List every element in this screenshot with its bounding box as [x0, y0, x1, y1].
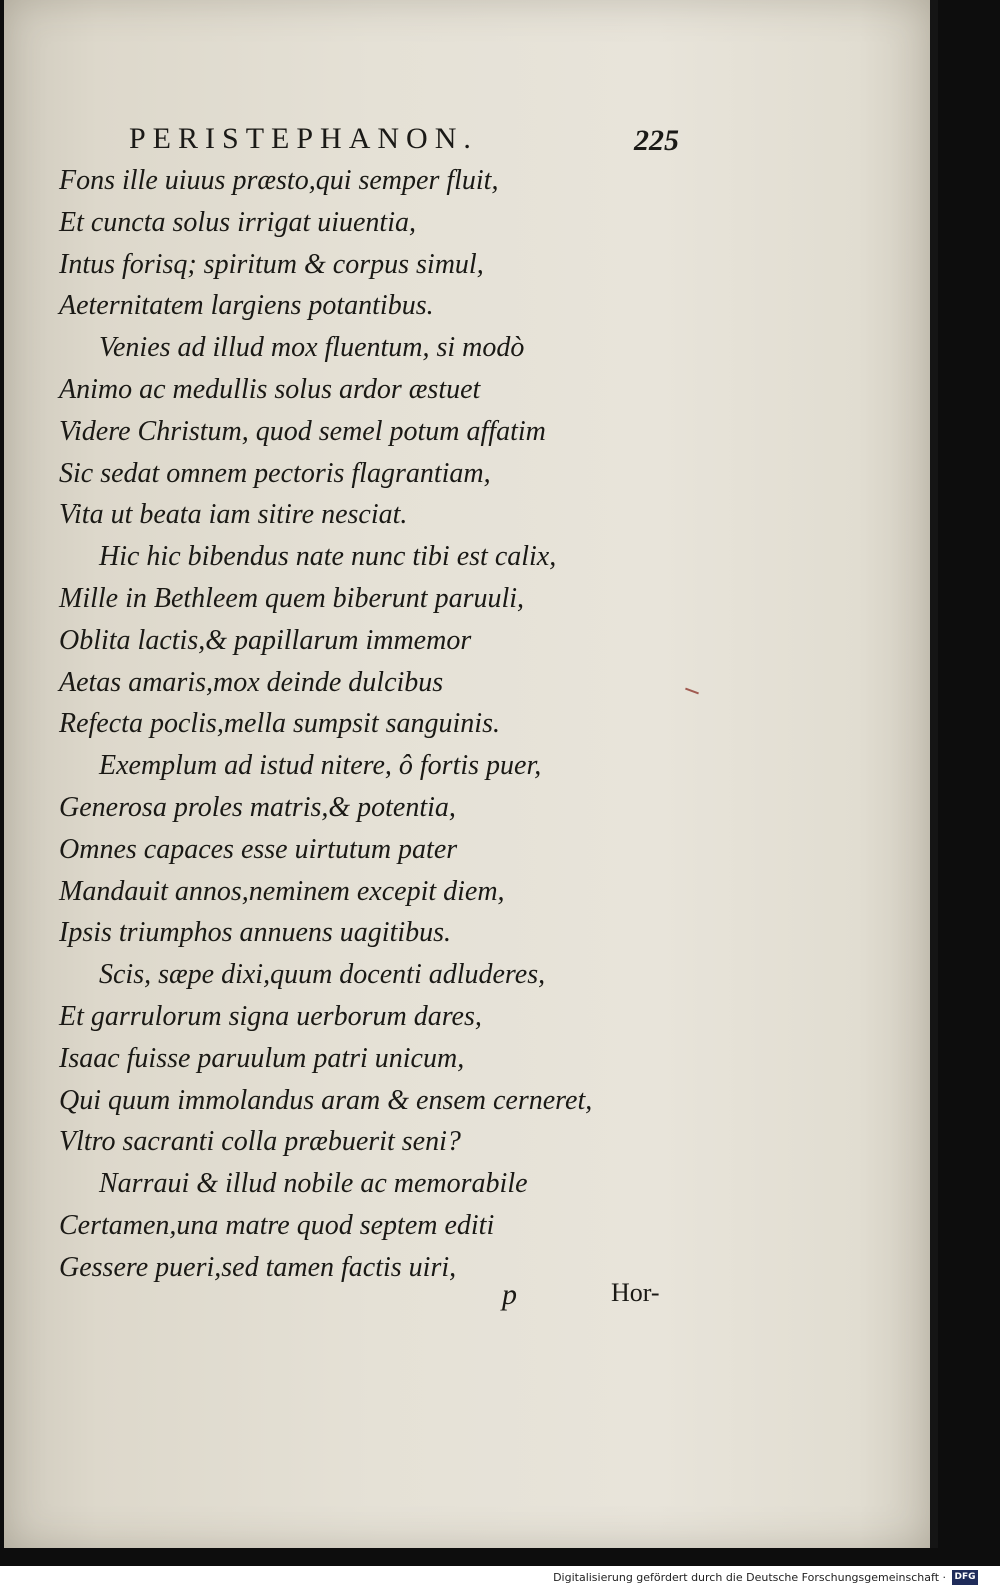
page-number: 225	[634, 124, 679, 157]
poem-line: Exemplum ad istud nitere, ô fortis puer,	[99, 750, 542, 782]
signature-mark: p	[502, 1278, 517, 1311]
poem-line: Refecta poclis,mella sumpsit sanguinis.	[59, 708, 500, 740]
poem-line: Oblita lactis,& papillarum immemor	[59, 624, 472, 656]
poem-line: Aeternitatem largiens potantibus.	[59, 290, 434, 322]
poem-line: Sic sedat omnem pectoris flagrantiam,	[59, 457, 491, 489]
poem-line: Et garrulorum signa uerborum dares,	[59, 1000, 482, 1032]
dfg-logo-icon: DFG	[952, 1570, 978, 1585]
poem-line: Scis, sæpe dixi,quum docenti adluderes,	[99, 959, 546, 991]
poem-line: Ipsis triumphos annuens uagitibus.	[59, 917, 452, 949]
poem-line: Vita ut beata iam sitire nesciat.	[59, 499, 408, 531]
footer-credit: Digitalisierung gefördert durch die Deutsche Forschungsgemeinschaft ·	[553, 1571, 946, 1584]
poem-line: Narraui & illud nobile ac memorabile	[99, 1168, 528, 1200]
poem-text	[59, 160, 699, 1289]
poem-line: Mille in Bethleem quem biberunt paruuli,	[59, 582, 525, 614]
poem-line: Et cuncta solus irrigat uiuentia,	[59, 206, 416, 238]
poem-line: Omnes capaces esse uirtutum pater	[59, 833, 458, 865]
catchword: Hor-	[611, 1278, 660, 1307]
poem-line: Fons ille uiuus præsto,qui semper fluit,	[59, 165, 499, 196]
page-edge-shadow	[930, 0, 938, 1548]
poem-line: Vltro sacranti colla præbuerit seni?	[59, 1126, 461, 1158]
poem-line: Mandauit annos,neminem excepit diem,	[59, 875, 505, 907]
poem-line: Generosa proles matris,& potentia,	[59, 791, 456, 823]
poem-line: Certamen,una matre quod septem editi	[59, 1209, 495, 1241]
running-head: PERISTEPHANON.	[129, 122, 478, 155]
poem-line: Venies ad illud mox fluentum, si modò	[99, 332, 525, 364]
poem-line: Isaac fuisse paruulum patri unicum,	[59, 1042, 465, 1074]
poem-line: Gessere pueri,sed tamen factis uiri,	[59, 1251, 457, 1283]
poem-line: Videre Christum, quod semel potum affatim	[59, 415, 546, 447]
poem-line: Aetas amaris,mox deinde dulcibus	[59, 666, 444, 698]
poem-line: Animo ac medullis solus ardor æstuet	[59, 373, 481, 405]
footer-bar	[0, 1566, 1000, 1590]
poem-line: Hic hic bibendus nate nunc tibi est calix,	[99, 541, 557, 573]
poem-line: Qui quum immolandus aram & ensem cerneret,	[59, 1084, 593, 1116]
poem-line: Intus forisq; spiritum & corpus simul,	[59, 248, 484, 280]
book-page	[4, 0, 934, 1548]
